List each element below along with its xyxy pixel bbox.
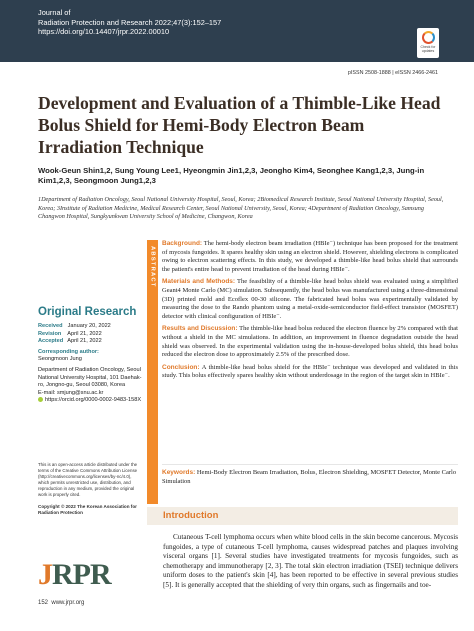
orcid-icon [38, 397, 43, 402]
journal-name-line2: Radiation Protection and Research 2022;47(3):152–157 [38, 17, 222, 27]
revision-date [38, 331, 142, 339]
logo-letters-rpr: RPR [52, 558, 111, 591]
author-list: Wook-Geun Shin1,2, Sung Young Lee1, Hyeongmin Jin1,2,3, Jeongho Kim4, Seonghee Kang1,2,3, Jung-in Kim1,2,3, Seongmoon Jung1,2,3 [38, 166, 425, 185]
revision-value: April 21, 2022 [67, 330, 102, 337]
received-label: Received [38, 323, 63, 329]
issn: pISSN 2508-1888 | eISSN 2466-2461 [347, 70, 438, 76]
revision-label: Revision [38, 330, 62, 337]
affiliations: 1Department of Radiation Oncology, Seoul National University Hospital, Seoul, Korea; 2Biomedical Research Institute, Seoul National University Hospital, Seoul, Korea; 3Institute of Radiation Medicine, Medical Research Center, Seoul National University, Seoul, Korea; 4Department of Radiation Oncology, Samsung Changwon Hospital, Sungkyunkwan University School of Medicine, Changwon, Korea [38, 196, 444, 221]
abstract-results-text: The thimble-like head bolus reduced the electron fluence by 2% compared with that without a shield in the MC simulations. In addition, an improvement in fluence degradation outside the head shield was observed. In the experimental validation using the in-house-developed bolus shield, this head bolus reduced the electron dose to approximately 2.5% of the prescribed dose. [162, 325, 458, 359]
abstract-results-heading: Results and Discussion: [162, 325, 238, 333]
page-number: 152 [38, 600, 49, 606]
check-for-updates-badge[interactable] [417, 28, 439, 58]
abstract-tab [147, 240, 158, 504]
received-date [38, 323, 142, 331]
accepted-label: Accepted [38, 338, 64, 345]
received-value: January 20, 2022 [67, 323, 111, 329]
orcid-url[interactable]: https://orcid.org/0000-0002-9483-158X [45, 397, 142, 404]
article-title: Development and Evaluation of a Thimble-Like Head Bolus Shield for Hemi-Body Electron Beam Irradiation Technique [38, 93, 441, 157]
corresponding-author-name: Seongmoon Jung [38, 356, 82, 363]
accepted-date [38, 338, 142, 346]
article-metadata [38, 323, 142, 405]
abstract [162, 240, 458, 385]
corresponding-author-email[interactable]: E-mail: smjung@snu.ac.kr [38, 389, 104, 396]
copyright-notice: Copyright © 2022 The Korean Association for Radiation Protection [38, 504, 137, 515]
abstract-tab-label: ABSTRACT [149, 246, 156, 288]
abstract-background-text: The hemi-body electron beam irradiation (HBIe⁻) technique has been proposed for the treatment of mycosis fungoides. It spares healthy skin using an electron shield. However, shielding electrons is complicated owing to electron scattering effects. In this study, we developed a thimble-like head bolus shield that surrounds the patient's entire head to prevent irradiation of the head during HBIe⁻. [162, 240, 458, 274]
introduction-heading: Introduction [163, 510, 219, 521]
abstract-methods-text: The feasibility of a thimble-like head bolus shield was evaluated using a simplified Geant4 Monte Carlo (MC) simulation. Subsequently, the head bolus was manufactured using a three-dimensional (3D) printed mold and Ecoflex 00-30 silicone. The fabricated head bolus was experimentally validated by measuring the dose to the Rando phantom using a metal-oxide-semiconductor field-effect transistor (MOSFET) detector with clinical configuration of HBIe⁻. [162, 278, 459, 321]
abstract-conclusion [162, 364, 458, 381]
journal-url[interactable]: www.jrpr.org [51, 600, 85, 606]
keywords-heading: Keywords: [162, 469, 196, 476]
abstract-background [162, 240, 458, 275]
logo-letter-j: J [38, 558, 52, 591]
license-notice: This is an open-access article distributed under the terms of the Creative Commons Attribution License (http://creativecommons.org/licenses/by-nc/4.0), which permits unrestricted use, distribution, and reproduction in any medium, provided the original work is properly cited. [38, 462, 138, 497]
check-updates-label: Check for updates [420, 45, 436, 53]
orcid-link[interactable] [38, 397, 142, 405]
abstract-methods-heading: Materials and Methods: [162, 278, 236, 286]
abstract-background-heading: Background: [162, 240, 203, 247]
corresponding-author-label: Corresponding author: [38, 348, 99, 355]
journal-doi-link[interactable]: https://doi.org/10.14407/jrpr.2022.00010 [38, 27, 170, 37]
article-type: Original Research [38, 306, 137, 318]
abstract-conclusion-text: A thimble-like head bolus shield for the HBIe⁻ technique was developed and validated in this study. This bolus effectively spares healthy skin without underdosage in the region of the target skin in HBIe⁻. [162, 363, 458, 380]
journal-info [38, 8, 221, 37]
check-updates-icon [422, 31, 435, 44]
abstract-methods [162, 278, 458, 322]
jrpr-logo [38, 558, 111, 592]
accepted-value: April 21, 2022 [67, 338, 102, 345]
introduction-text: Cutaneous T-cell lymphoma occurs when white blood cells in the skin become cancerous. Mycosis fungoides, a type of cutaneous T-cell lymphoma, causes widespread patches and plaques involving visceral organs [1]. Several studies have investigated treatments for mycosis fungoides, such as chemotherapy and immunotherapy [2, 3]. The total skin electron irradiation (TSEI) technique delivers uniform doses to the patient's skin [4], has been reported to be effective in several previous studies [5]. It is generally accepted that the shielding of very thin organs, such as fingernails and toe- [163, 533, 458, 589]
journal-name-line1: Journal of [38, 8, 71, 17]
abstract-conclusion-heading: Conclusion: [162, 363, 200, 371]
keywords [162, 464, 458, 486]
abstract-results [162, 325, 458, 360]
keywords-text: Hemi-Body Electron Beam Irradiation, Bolus, Electron Shielding, MOSFET Detector, Monte Carlo Simulation [162, 469, 457, 485]
page-footer [38, 600, 84, 606]
corresponding-author-address: Department of Radiation Oncology, Seoul National University Hospital, 101 Daehak-ro, Jongno-gu, Seoul 03080, Korea [38, 366, 142, 389]
